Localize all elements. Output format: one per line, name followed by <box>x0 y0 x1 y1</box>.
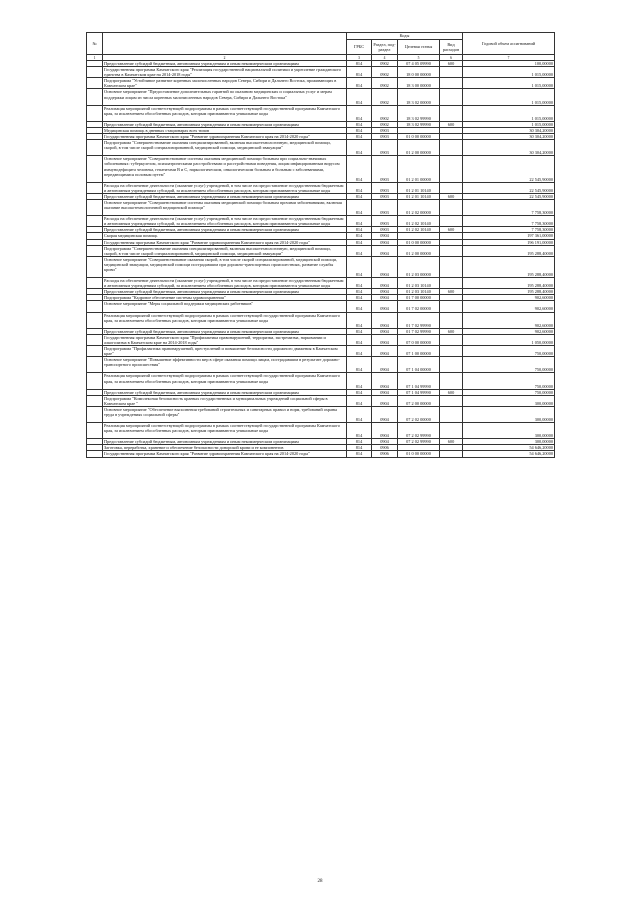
row-sum-cell: 7 758,30000 <box>463 227 555 233</box>
row-rz-cell: 0904 <box>372 233 398 239</box>
row-vr-cell: 600 <box>440 121 463 127</box>
row-name-cell: Предоставление субсидий бюджетным, автономным учреждениям и иным некоммерческим организациям <box>103 227 347 233</box>
row-vr-cell <box>440 278 463 289</box>
row-rz-cell: 0902 <box>372 61 398 67</box>
table-row <box>87 373 555 389</box>
row-grbs-cell: 814 <box>347 127 372 133</box>
row-number-cell <box>87 334 103 345</box>
row-name-cell: Предоставление субсидий бюджетным, автономным учреждениям и иным некоммерческим организациям <box>103 328 347 334</box>
row-name-cell: Предоставление субсидий бюджетным, автономным учреждениям и иным некоммерческим организациям <box>103 439 347 445</box>
table-row <box>87 182 555 193</box>
row-sum-cell: 1 050,00000 <box>463 334 555 345</box>
table-row <box>87 278 555 289</box>
row-sum-cell: 750,00000 <box>463 373 555 389</box>
row-grbs-cell: 814 <box>347 295 372 301</box>
row-sum-cell: 195 288,40000 <box>463 278 555 289</box>
row-name-cell: Подпрограмма "Устойчивое развитие коренных малочисленных народов Севера, Сибири и Дальнего Востока, проживающих в Камчатском крае" <box>103 78 347 89</box>
row-rz-cell: 0906 <box>372 451 398 457</box>
row-grbs-cell: 814 <box>347 227 372 233</box>
row-vr-cell <box>440 451 463 457</box>
table-row <box>87 423 555 439</box>
row-grbs-cell: 814 <box>347 256 372 277</box>
row-number-cell <box>87 301 103 312</box>
header-vr: Вид расходов <box>440 40 463 55</box>
colnum: 7 <box>463 55 555 61</box>
row-sum-cell: 902,60000 <box>463 301 555 312</box>
row-vr-cell <box>440 67 463 78</box>
row-sum-cell: 22 545,90000 <box>463 156 555 182</box>
row-sum-cell: 902,60000 <box>463 312 555 328</box>
row-number-cell <box>87 278 103 289</box>
row-name-cell: Подпрограмма "Совершенствование оказания специализированной, включая высокотехнологичную, медицинской помощи, скорой, в том числе скорой специализированной, медицинской помощи, медицинской эвакуации" <box>103 245 347 256</box>
row-grbs-cell: 814 <box>347 105 372 121</box>
row-rz-cell: 0904 <box>372 301 398 312</box>
row-rz-cell: 0904 <box>372 245 398 256</box>
row-vr-cell: 600 <box>440 439 463 445</box>
row-rz-cell: 0904 <box>372 346 398 357</box>
table-row <box>87 395 555 406</box>
row-vr-cell <box>440 199 463 215</box>
row-sum-cell: 54 646,20000 <box>463 445 555 451</box>
row-rz-cell: 0904 <box>372 239 398 245</box>
row-grbs-cell: 814 <box>347 445 372 451</box>
table-row <box>87 78 555 89</box>
row-grbs-cell: 814 <box>347 121 372 127</box>
row-sum-cell: 1 015,00000 <box>463 89 555 105</box>
row-name-cell: Предоставление субсидий бюджетным, автономным учреждениям и иным некоммерческим организациям <box>103 193 347 199</box>
row-vr-cell <box>440 182 463 193</box>
row-sum-cell: 7 758,30000 <box>463 199 555 215</box>
row-cs-cell: 07 2 02 00000 <box>398 406 440 422</box>
table-row <box>87 451 555 457</box>
row-sum-cell: 902,60000 <box>463 328 555 334</box>
budget-table <box>86 32 555 458</box>
row-vr-cell <box>440 395 463 406</box>
row-rz-cell: 0903 <box>372 134 398 140</box>
row-name-cell: Основное мероприятие "Совершенствование системы оказания медицинской помощи больным при социально-значимых заболеваниях: туберкулезом, психиатрическими расстройствами и расстройствами поведения, лицам инфицированным вирусом иммунодефицита человека, гепатитами В и С, наркологическим, онкологическим больным и больным с заболеваниями, передающимися половым путем" <box>103 156 347 182</box>
row-grbs-cell: 814 <box>347 61 372 67</box>
row-vr-cell <box>440 312 463 328</box>
row-cs-cell: 01 2 00 00000 <box>398 245 440 256</box>
row-rz-cell: 0904 <box>372 357 398 373</box>
row-grbs-cell: 814 <box>347 357 372 373</box>
header-annual: Годовой объем ассигнований <box>463 33 555 55</box>
row-name-cell: Заготовка, переработка, хранение и обеспечение безопасности донорской крови и ее компонентов <box>103 445 347 451</box>
row-rz-cell: 0903 <box>372 227 398 233</box>
row-name-cell: Основное мероприятие "Совершенствование оказания скорой, в том числе скорой специализированной, медицинской помощи, медицинской эвакуации, медицинской помощи пострадавшим при дорожно-транспортных происшествиях, развитие службы крови" <box>103 256 347 277</box>
row-cs-cell: 18 3 02 99990 <box>398 105 440 121</box>
row-cs-cell: 01 7 02 00000 <box>398 301 440 312</box>
row-rz-cell: 0904 <box>372 439 398 445</box>
row-vr-cell <box>440 140 463 156</box>
table-row <box>87 216 555 227</box>
table-row <box>87 312 555 328</box>
row-name-cell: Предоставление субсидий бюджетным, автономным учреждениям и иным некоммерческим организациям <box>103 289 347 295</box>
row-rz-cell: 0904 <box>372 406 398 422</box>
row-name-cell: Скорая медицинская помощь <box>103 233 347 239</box>
header-section: Раздел, под-раздел <box>372 40 398 55</box>
row-grbs-cell: 814 <box>347 193 372 199</box>
row-cs-cell: 01 2 02 00000 <box>398 199 440 215</box>
row-name-cell: Расходы на обеспечение деятельности (оказание услуг) учреждений, в том числе на предоставление государственным бюджетным и автономным учреждениям субсидий, за исключением обособленных расходов, которым присваиваются уникальные коды <box>103 278 347 289</box>
row-rz-cell: 0904 <box>372 334 398 345</box>
row-name-cell: Медицинская помощь в дневных стационарах всех типов <box>103 127 347 133</box>
row-vr-cell <box>440 89 463 105</box>
row-name-cell: Основное мероприятие "Меры социальной поддержки медицинских работников" <box>103 301 347 312</box>
row-grbs-cell: 814 <box>347 451 372 457</box>
row-number-cell <box>87 373 103 389</box>
colnum: 4 <box>372 55 398 61</box>
row-rz-cell: 0904 <box>372 278 398 289</box>
row-grbs-cell: 814 <box>347 233 372 239</box>
row-vr-cell <box>440 423 463 439</box>
row-number-cell <box>87 312 103 328</box>
row-cs-cell: 18 3 02 99990 <box>398 121 440 127</box>
row-vr-cell: 600 <box>440 227 463 233</box>
row-sum-cell: 750,00000 <box>463 346 555 357</box>
table-row <box>87 301 555 312</box>
row-sum-cell: 300,00000 <box>463 423 555 439</box>
row-number-cell <box>87 105 103 121</box>
row-sum-cell: 300,00000 <box>463 406 555 422</box>
row-cs-cell: 01 0 00 00000 <box>398 451 440 457</box>
row-cs-cell: 07 2 02 99990 <box>398 439 440 445</box>
row-cs-cell: 07 1 04 00000 <box>398 357 440 373</box>
row-rz-cell: 0903 <box>372 156 398 182</box>
row-cs-cell: 01 7 02 99990 <box>398 312 440 328</box>
row-sum-cell: 22 545,90000 <box>463 193 555 199</box>
table-row <box>87 67 555 78</box>
row-cs-cell: 01 2 03 10140 <box>398 289 440 295</box>
row-cs-cell: 01 2 01 10140 <box>398 193 440 199</box>
row-number-cell <box>87 67 103 78</box>
row-vr-cell <box>440 245 463 256</box>
row-sum-cell: 54 646,20000 <box>463 451 555 457</box>
row-grbs-cell: 814 <box>347 156 372 182</box>
row-cs-cell: 07 2 02 99990 <box>398 423 440 439</box>
table-row <box>87 357 555 373</box>
row-grbs-cell: 814 <box>347 216 372 227</box>
table-row <box>87 256 555 277</box>
row-vr-cell <box>440 334 463 345</box>
table-row <box>87 156 555 182</box>
row-cs-cell: 07 1 00 00000 <box>398 346 440 357</box>
row-number-cell <box>87 406 103 422</box>
row-number-cell <box>87 451 103 457</box>
row-sum-cell: 22 545,90000 <box>463 182 555 193</box>
header-num: № <box>87 33 103 55</box>
row-rz-cell: 0903 <box>372 193 398 199</box>
colnum: 6 <box>440 55 463 61</box>
row-sum-cell: 902,60000 <box>463 295 555 301</box>
row-cs-cell: 01 2 03 10140 <box>398 278 440 289</box>
row-vr-cell: 600 <box>440 289 463 295</box>
row-grbs-cell: 814 <box>347 289 372 295</box>
row-grbs-cell: 814 <box>347 140 372 156</box>
row-sum-cell: 750,00000 <box>463 357 555 373</box>
row-grbs-cell: 814 <box>347 389 372 395</box>
row-grbs-cell: 814 <box>347 301 372 312</box>
row-rz-cell: 0906 <box>372 445 398 451</box>
row-name-cell: Государственная программа Камчатского края "Развитие здравоохранения Камчатского края на 2014-2020 годы" <box>103 134 347 140</box>
row-grbs-cell: 814 <box>347 423 372 439</box>
row-number-cell <box>87 357 103 373</box>
row-name-cell: Государственная программа Камчатского края "Профилактика правонарушений, терроризма, экстремизма, наркомании и алкоголизма в Камчатском крае на 2014-2018 годы" <box>103 334 347 345</box>
row-name-cell: Расходы на обеспечение деятельности (оказание услуг) учреждений, в том числе на предоставление государственным бюджетным и автономным учреждениям субсидий, за исключением обособленных расходов, которым присваиваются уникальные коды <box>103 182 347 193</box>
row-name-cell: Подпрограмма "Кадровое обеспечение системы здравоохранения" <box>103 295 347 301</box>
row-number-cell <box>87 199 103 215</box>
row-cs-cell: 01 2 00 00000 <box>398 140 440 156</box>
row-grbs-cell: 814 <box>347 406 372 422</box>
row-sum-cell: 7 758,30000 <box>463 216 555 227</box>
row-rz-cell: 0904 <box>372 423 398 439</box>
table-row <box>87 346 555 357</box>
row-name-cell: Реализация мероприятий соответствующей подпрограммы в рамках соответствующей государственной программы Камчатского края, за исключением обособленных расходов, которым присваиваются уникальные коды <box>103 423 347 439</box>
row-sum-cell: 196 191,00000 <box>463 239 555 245</box>
row-name-cell: Реализация мероприятий соответствующей подпрограммы в рамках соответствующей государственной программы Камчатского края, за исключением обособленных расходов, которым присваиваются уникальные коды <box>103 105 347 121</box>
row-rz-cell: 0904 <box>372 312 398 328</box>
row-grbs-cell: 814 <box>347 89 372 105</box>
row-sum-cell: 197 361,00000 <box>463 233 555 239</box>
row-number-cell <box>87 156 103 182</box>
colnum: 1 <box>87 55 103 61</box>
row-cs-cell: 01 7 02 99990 <box>398 328 440 334</box>
row-sum-cell: 1 015,00000 <box>463 105 555 121</box>
row-name-cell: Предоставление субсидий бюджетным, автономным учреждениям и иным некоммерческим организациям <box>103 61 347 67</box>
table-row <box>87 334 555 345</box>
table-row <box>87 140 555 156</box>
row-grbs-cell: 814 <box>347 395 372 406</box>
row-cs-cell: 18 3 02 00000 <box>398 89 440 105</box>
row-sum-cell: 195 288,40000 <box>463 245 555 256</box>
page-number: 28 <box>317 879 323 884</box>
row-cs-cell: 18 0 00 00000 <box>398 67 440 78</box>
row-grbs-cell: 814 <box>347 373 372 389</box>
row-rz-cell: 0903 <box>372 199 398 215</box>
row-grbs-cell: 814 <box>347 278 372 289</box>
row-cs-cell: 07 4 05 09990 <box>398 61 440 67</box>
row-sum-cell: 30 304,20000 <box>463 127 555 133</box>
row-rz-cell: 0902 <box>372 78 398 89</box>
row-sum-cell: 1 015,00000 <box>463 78 555 89</box>
row-name-cell: Подпрограмма "Профилактика правонарушений, преступлений и повышение безопасности дорожного движения в Камчатском крае" <box>103 346 347 357</box>
table-header-row-1 <box>87 33 555 40</box>
header-grbs: ГРБС <box>347 40 372 55</box>
row-sum-cell: 300,00000 <box>463 395 555 406</box>
row-grbs-cell: 814 <box>347 334 372 345</box>
row-rz-cell: 0903 <box>372 216 398 227</box>
row-name-cell: Предоставление субсидий бюджетным, автономным учреждениям и иным некоммерческим организациям <box>103 389 347 395</box>
row-rz-cell: 0902 <box>372 67 398 78</box>
row-number-cell <box>87 140 103 156</box>
row-number-cell <box>87 395 103 406</box>
row-vr-cell <box>440 78 463 89</box>
row-name-cell: Расходы на обеспечение деятельности (оказание услуг) учреждений, в том числе на предоставление государственным бюджетным и автономным учреждениям субсидий, за исключением обособленных расходов, которым присваиваются уникальные коды <box>103 216 347 227</box>
row-grbs-cell: 814 <box>347 245 372 256</box>
row-grbs-cell: 814 <box>347 239 372 245</box>
row-grbs-cell: 814 <box>347 346 372 357</box>
row-vr-cell: 600 <box>440 389 463 395</box>
row-number-cell <box>87 216 103 227</box>
table-row <box>87 199 555 215</box>
row-name-cell: Подпрограмма "Совершенствование оказания специализированной, включая высокотехнологичную, медицинской помощи, скорой, в том числе скорой специализированной, медицинской помощи, медицинской эвакуации" <box>103 140 347 156</box>
row-cs-cell: 01 2 01 00000 <box>398 156 440 182</box>
row-cs-cell: 01 2 01 10140 <box>398 182 440 193</box>
row-rz-cell: 0904 <box>372 295 398 301</box>
row-rz-cell: 0904 <box>372 289 398 295</box>
row-name-cell: Государственная программа Камчатского края "Развитие здравоохранения Камчатского края на 2014-2020 годы" <box>103 451 347 457</box>
header-name-blank <box>103 33 347 55</box>
budget-table-sheet <box>86 32 554 458</box>
row-grbs-cell: 814 <box>347 312 372 328</box>
row-rz-cell: 0902 <box>372 89 398 105</box>
row-sum-cell: 30 304,20000 <box>463 134 555 140</box>
row-name-cell: Реализация мероприятий соответствующей подпрограммы в рамках соответствующей государственной программы Камчатского края, за исключением обособленных расходов, которым присваиваются уникальные коды <box>103 312 347 328</box>
colnum: 5 <box>398 55 440 61</box>
row-vr-cell <box>440 373 463 389</box>
row-number-cell <box>87 423 103 439</box>
row-vr-cell <box>440 216 463 227</box>
row-cs-cell: 07 2 00 00000 <box>398 395 440 406</box>
row-cs-cell: 01 2 03 00000 <box>398 256 440 277</box>
table-row <box>87 406 555 422</box>
row-rz-cell: 0903 <box>372 182 398 193</box>
row-rz-cell: 0904 <box>372 389 398 395</box>
row-number-cell <box>87 89 103 105</box>
row-sum-cell: 195 288,40000 <box>463 289 555 295</box>
row-number-cell <box>87 256 103 277</box>
row-name-cell: Предоставление субсидий бюджетным, автономным учреждениям и иным некоммерческим организациям <box>103 121 347 127</box>
row-name-cell: Основное мероприятие "Повышение эффективности мер в сфере оказания помощи лицам, пострадавшим в результате дорожно-транспортного происшествия" <box>103 357 347 373</box>
row-rz-cell: 0902 <box>372 121 398 127</box>
row-vr-cell <box>440 357 463 373</box>
row-vr-cell <box>440 105 463 121</box>
row-cs-cell: 01 0 00 00000 <box>398 239 440 245</box>
row-vr-cell: 600 <box>440 61 463 67</box>
row-grbs-cell: 814 <box>347 328 372 334</box>
row-rz-cell: 0903 <box>372 127 398 133</box>
row-cs-cell: 07 1 04 99990 <box>398 389 440 395</box>
row-sum-cell: 30 304,20000 <box>463 140 555 156</box>
row-rz-cell: 0902 <box>372 105 398 121</box>
row-grbs-cell: 814 <box>347 182 372 193</box>
row-rz-cell: 0903 <box>372 140 398 156</box>
row-rz-cell: 0904 <box>372 373 398 389</box>
row-vr-cell <box>440 406 463 422</box>
colnum: 2 <box>103 55 347 61</box>
row-sum-cell: 100,00000 <box>463 61 555 67</box>
row-name-cell: Подпрограмма "Комплексная безопасность краевых государственных и муниципальных учреждений социальной сферы в Камчатском крае " <box>103 395 347 406</box>
row-sum-cell: 1 015,00000 <box>463 121 555 127</box>
row-number-cell <box>87 245 103 256</box>
row-grbs-cell: 814 <box>347 439 372 445</box>
table-row <box>87 105 555 121</box>
row-number-cell <box>87 182 103 193</box>
row-name-cell: Государственная программа Камчатского края "Развитие здравоохранения Камчатского края на 2014-2020 годы" <box>103 239 347 245</box>
row-cs-cell: 07 0 00 00000 <box>398 334 440 345</box>
row-vr-cell <box>440 156 463 182</box>
row-name-cell: Основное мероприятие "Совершенствование системы оказания медицинской помощи больным прочими заболеваниями, включая оказание высокотехнологичной медицинской помощи" <box>103 199 347 215</box>
row-name-cell: Основное мероприятие "Предоставление дополнительных гарантий по оказанию медицинских и социальных услуг и мерам поддержки лицам из числа коренных малочисленных народов Севера, Сибири и Дальнего Востока" <box>103 89 347 105</box>
row-grbs-cell: 814 <box>347 67 372 78</box>
row-number-cell <box>87 78 103 89</box>
header-codes: Коды <box>347 33 463 40</box>
row-cs-cell: 01 2 02 10140 <box>398 227 440 233</box>
row-number-cell <box>87 346 103 357</box>
row-sum-cell: 300,00000 <box>463 439 555 445</box>
row-cs-cell: 18 3 00 00000 <box>398 78 440 89</box>
table-row <box>87 245 555 256</box>
row-vr-cell: 600 <box>440 328 463 334</box>
row-vr-cell <box>440 301 463 312</box>
row-rz-cell: 0904 <box>372 395 398 406</box>
table-row <box>87 89 555 105</box>
row-grbs-cell: 814 <box>347 199 372 215</box>
row-grbs-cell: 814 <box>347 78 372 89</box>
row-rz-cell: 0904 <box>372 328 398 334</box>
row-vr-cell <box>440 346 463 357</box>
table-body <box>87 61 555 458</box>
row-cs-cell: 01 0 00 00000 <box>398 134 440 140</box>
row-vr-cell <box>440 256 463 277</box>
colnum: 3 <box>347 55 372 61</box>
row-vr-cell: 600 <box>440 193 463 199</box>
row-name-cell: Реализация мероприятий соответствующей подпрограммы в рамках соответствующей государственной программы Камчатского края, за исключением обособленных расходов, которым присваиваются уникальные коды <box>103 373 347 389</box>
row-sum-cell: 750,00000 <box>463 389 555 395</box>
row-cs-cell: 01 7 00 00000 <box>398 295 440 301</box>
row-name-cell: Государственная программа Камчатского края "Реализация государственной национальной политики и укрепление гражданского единства в Камчатском крае на 2014-2018 годы" <box>103 67 347 78</box>
row-cs-cell: 01 2 02 10140 <box>398 216 440 227</box>
row-cs-cell: 07 1 04 99990 <box>398 373 440 389</box>
row-rz-cell: 0904 <box>372 256 398 277</box>
header-target: Целевая статья <box>398 40 440 55</box>
row-sum-cell: 195 288,40000 <box>463 256 555 277</box>
row-grbs-cell: 814 <box>347 134 372 140</box>
row-sum-cell: 1 015,00000 <box>463 67 555 78</box>
row-name-cell: Основное мероприятие "Обеспечение выполнения требований строительных и санитарных правил и норм, требований охраны труда в учреждениях социальной сферы" <box>103 406 347 422</box>
